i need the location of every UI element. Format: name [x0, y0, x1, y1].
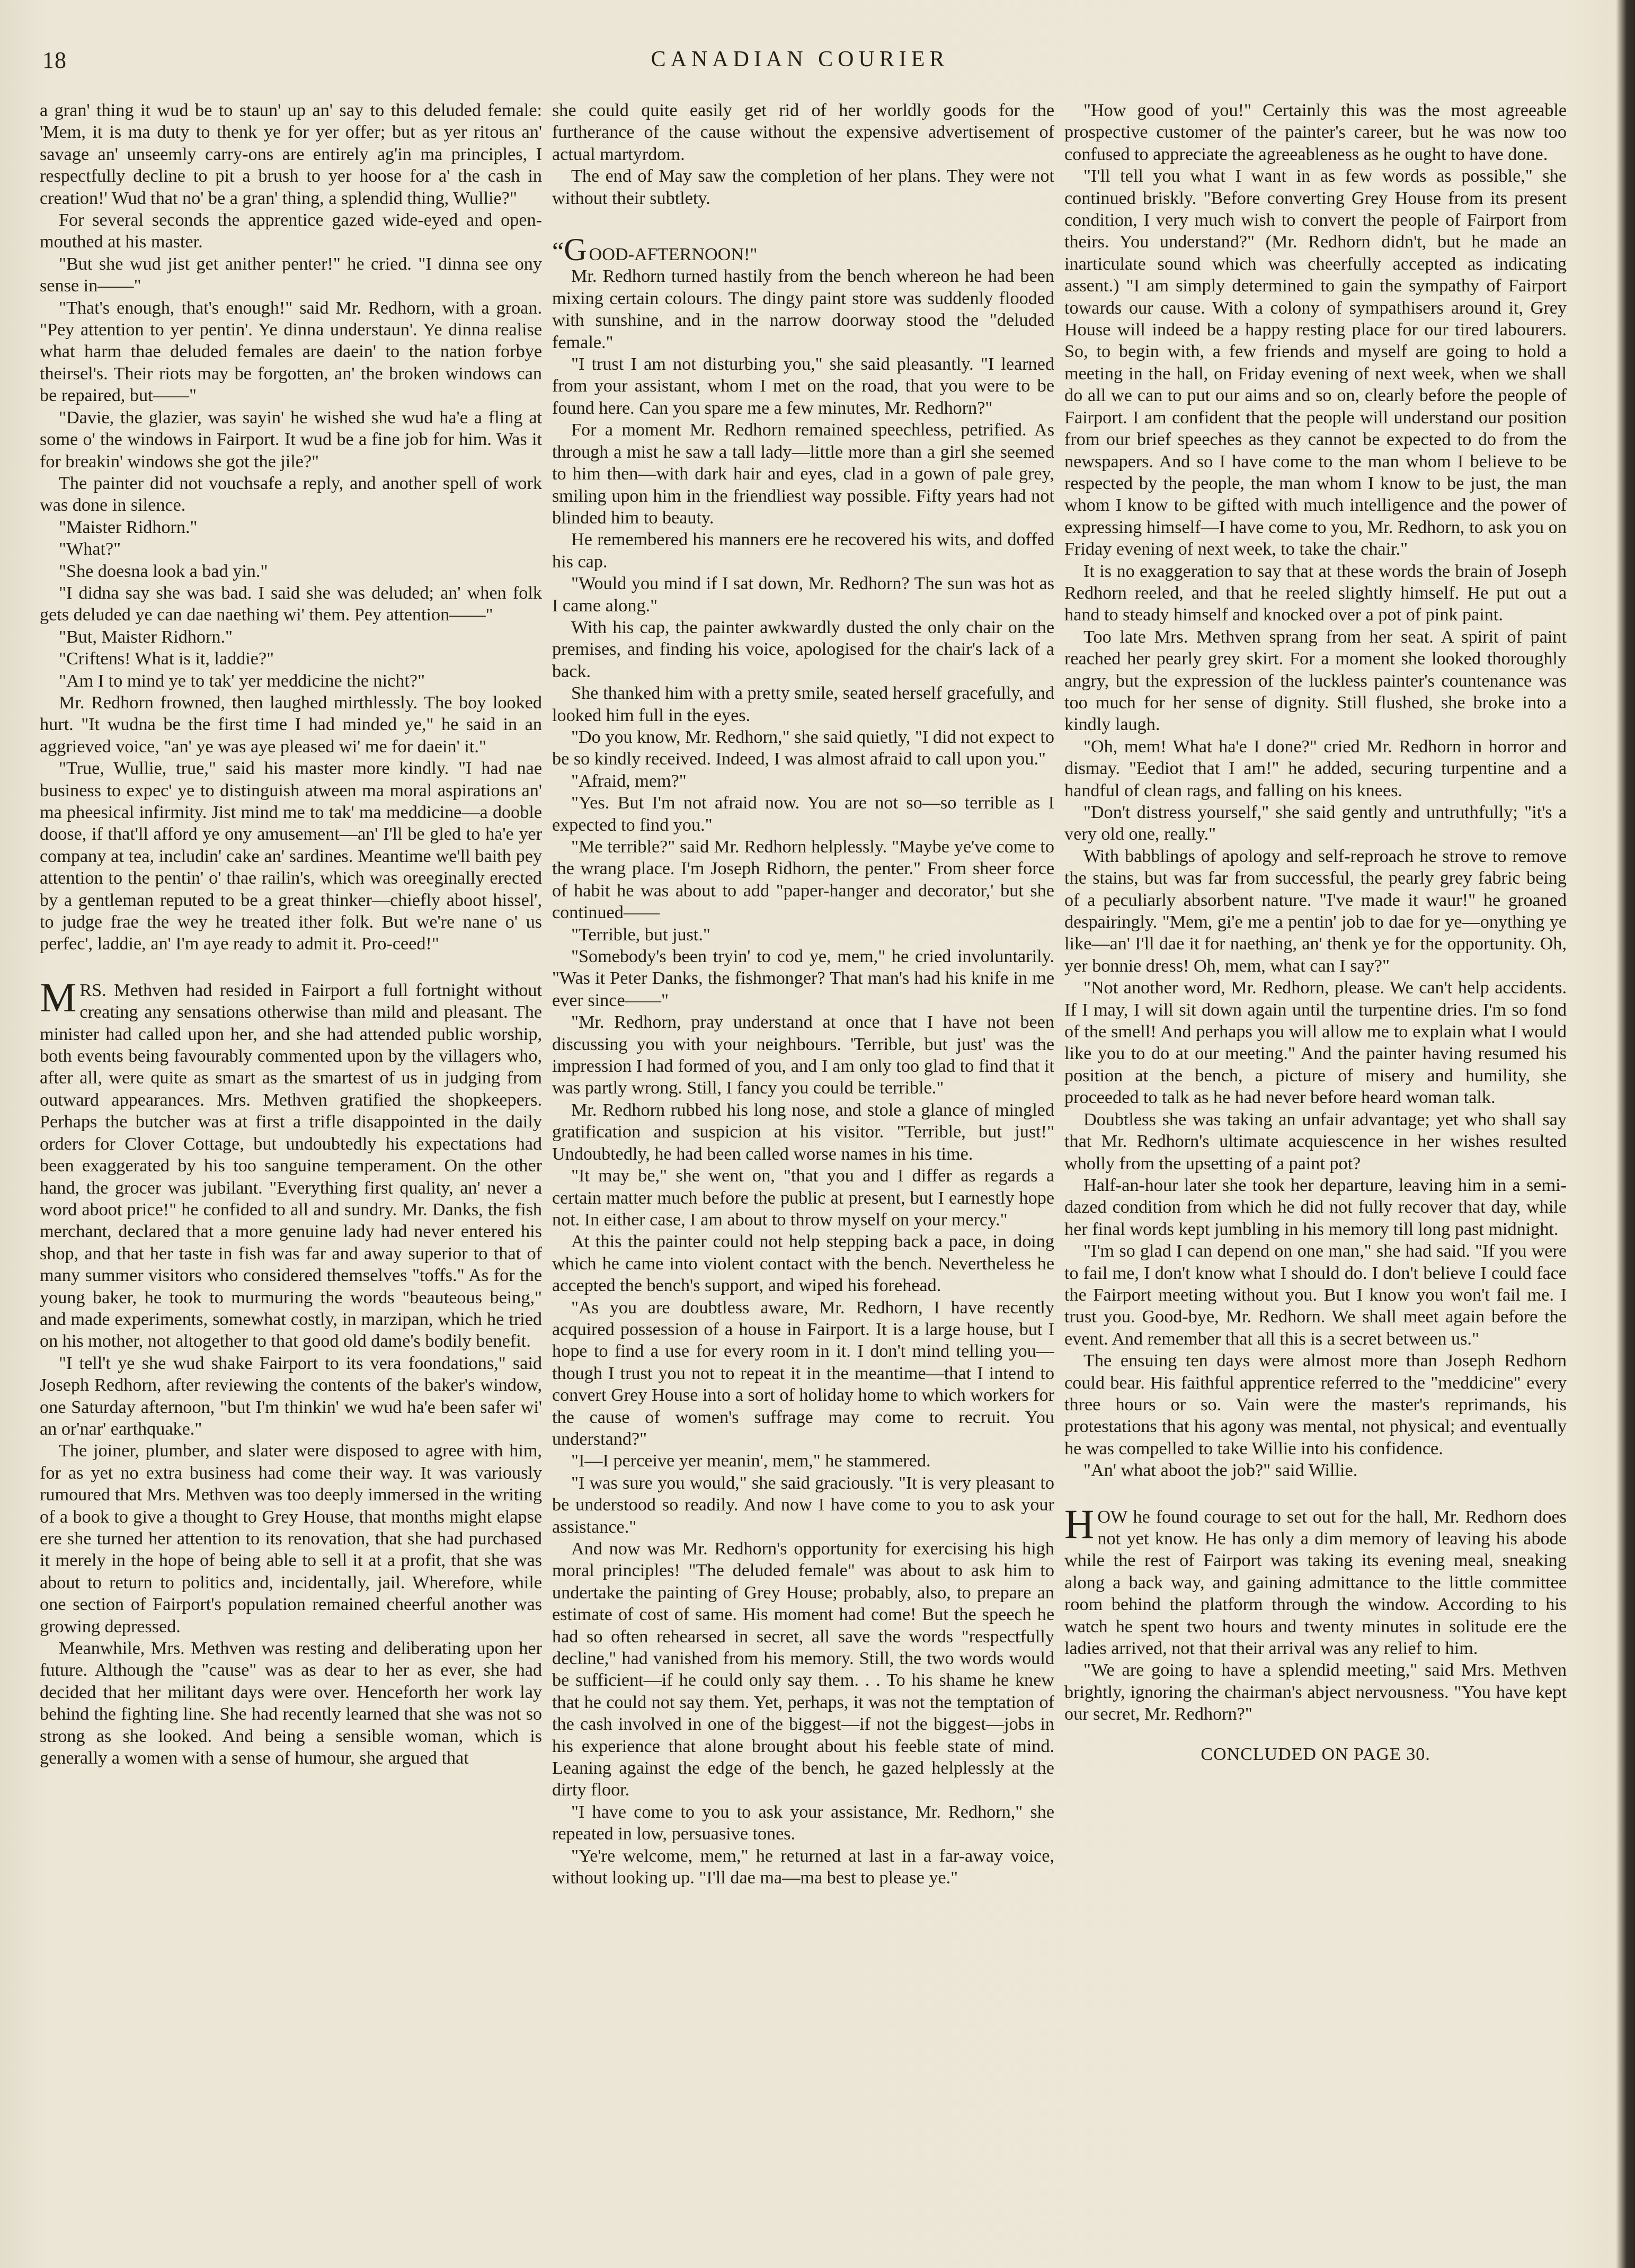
column-1 [40, 100, 542, 2208]
page-number: 18 [42, 47, 67, 73]
paragraph: The joiner, plumber, and slater were disposed to agree with him, for as yet no extra business had come their way. It was variously rumoured that Mrs. Methven was too deeply immersed in the writing of a book to give a thought to Grey House, that months might elapse ere she turned her attention to its renovation, that she had purchased it merely in the hope of being able to sell it at a profit, that she was about to return to politics and, incidentally, jail. Wherefore, while one section of Fairport's population remained cheerful another was growing depressed. [40, 1441, 542, 1636]
section-opening-paragraph [552, 232, 1054, 268]
section-opening-paragraph [1064, 1500, 1567, 1660]
paragraph: "An' what aboot the job?" said Willie. [1083, 1461, 1358, 1481]
paragraph: Mr. Redhorn rubbed his long nose, and stole a glance of mingled gratification and suspicion at his visitor. "Terrible, but just!" Undoubtedly, he had been called worse names in his time. [552, 1100, 1054, 1164]
paragraph: "I'll tell you what I want in as few words as possible," she continued briskly. "Before converting Grey House from its present condition, I very much wish to convert the people of Fairport from theirs. You understand?" (Mr. Redhorn didn't, but he made an inarticulate sound which was cheerfully accepted as indicating assent.) "I am simply determined to gain the sympathy of Fairport towards our cause. With a colony of sympathisers around it, Grey House will indeed be a happy resting place for our tired labourers. So, to begin with, a few friends and myself are going to hold a meeting in the hall, on Friday evening of next week, when we shall do all we can to put our aims and so on, clearly before the people of Fairport. I am confident that the people will understand our position from our brief speeches as they cannot be expected to do from the newspapers. And so I have come to the man whom I believe to be respected by the people, the man whom I know to be just, the man whom I know to be gifted with much intelligence and the power of expressing himself—I have come to you, Mr. Redhorn, to ask you on Friday evening of next week, to take the chair." [1064, 166, 1567, 559]
paragraph: "Would you mind if I sat down, Mr. Redhorn? The sun was hot as I came along." [552, 574, 1054, 616]
paragraph: Too late Mrs. Methven sprang from her seat. A spirit of paint reached her pearly grey skirt. For a moment she looked thoroughly angry, but the expression of the luckless painter's countenance was too much for her sense of dignity. Still flushed, she broke into a kindly laugh. [1064, 627, 1567, 735]
paragraph: "I didna say she was bad. I said she was deluded; an' when folk gets deluded ye can dae naething wi' them. Pey attention——" [40, 583, 542, 625]
paragraph: Mr. Redhorn frowned, then laughed mirthlessly. The boy looked hurt. "It wudna be the first time I had minded ye," he said in an aggrieved voice, "an' ye was aye pleased wi' me for daein' it." [40, 692, 542, 757]
paragraph: For a moment Mr. Redhorn remained speechless, petrified. As through a mist he saw a tall lady—little more than a girl she seemed to him then—with dark hair and eyes, clad in a gown of pale grey, smiling upon him in the friendliest way possible. Fifty years had not blinded him to beauty. [552, 420, 1054, 528]
paragraph: It is no exaggeration to say that at these words the brain of Joseph Redhorn reeled, and that he reeled slightly himself. He put out a hand to steady himself and knocked over a pot of pink paint. [1064, 561, 1567, 625]
opening-quote: “ [552, 236, 564, 266]
paragraph: The ensuing ten days were almost more than Joseph Redhorn could bear. His faithful apprentice referred to the "meddicine" every three hours or so. Vain were the master's reprimands, his protestations that his agony was mental, not physical; and eventually he was compelled to take Willie into his confidence. [1064, 1351, 1567, 1458]
paragraph: For several seconds the apprentice gazed wide-eyed and open-mouthed at his master. [40, 210, 542, 252]
paragraph: "Oh, mem! What ha'e I done?" cried Mr. Redhorn in horror and dismay. "Eediot that I am!" he added, securing turpentine and a handful of clean rags, and falling on his knees. [1064, 736, 1567, 801]
paragraph: Mr. Redhorn turned hastily from the bench whereon he had been mixing certain colours. The dingy paint store was suddenly flooded with sunshine, and in the narrow doorway stood the "deluded female." [552, 266, 1054, 352]
col3-section4-paragraphs [1064, 1659, 1567, 1725]
paragraph-text: OOD-AFTERNOON!" [589, 245, 758, 265]
continuation-note: CONCLUDED ON PAGE 30. [1201, 1744, 1430, 1764]
col3-paragraphs [1064, 100, 1567, 1482]
paragraph: The end of May saw the completion of her plans. They were not without their subtlety. [552, 166, 1054, 208]
paragraph: Meanwhile, Mrs. Methven was resting and deliberating upon her future. Although the "cause" was as dear to her as ever, she had decided that her militant days were over. Henceforth her work lay behind the fighting line. She had recently learned that she was not so strong as she looked. And being a sensible woman, which is generally a women with a sense of humour, she argued that [40, 1639, 542, 1768]
paragraph: "Me terrible?" said Mr. Redhorn helplessly. "Maybe ye've come to the wrang place. I'm Joseph Ridhorn, the penter." From sheer force of habit he was about to add "paper-hanger and decorator,' but she continued—— [552, 837, 1054, 923]
paragraph: "I have come to you to ask your assistance, Mr. Redhorn," she repeated in low, persuasive tones. [552, 1802, 1054, 1844]
page-header [37, 47, 1563, 78]
column-2 [552, 100, 1054, 2208]
paragraph: And now was Mr. Redhorn's opportunity for exercising his high moral principles! "The deluded female" was about to ask him to undertake the painting of Grey House; probably, also, to prepare an estimate of cost of same. His moment had come! But the speech he had so often rehearsed in secret, all save the words "respectfully decline," had vanished from his memory. Still, the two words would be sufficient—if he could only say them. . . To his shame he knew that he could not say them. Yet, perhaps, it was not the temptation of the cash involved in one of the biggest—if not the biggest—jobs in his experience that alone brought about his feeble state of mind. Leaning against the edge of the bench, he gazed helplessly at the dirty floor. [552, 1539, 1054, 1800]
paragraph: With his cap, the painter awkwardly dusted the only chair on the premises, and finding his voice, apologised for the chair's lack of a back. [552, 617, 1054, 681]
paragraph: "Somebody's been tryin' to cod ye, mem," he cried involuntarily. "Was it Peter Danks, the fishmonger? That man's had his knife in me ever since——" [552, 947, 1054, 1010]
drop-cap: G [564, 232, 587, 268]
paragraph: "Do you know, Mr. Redhorn," she said quietly, "I did not expect to be so kindly received. Indeed, I was almost afraid to call upon you." [552, 727, 1054, 769]
paragraph: "But she wud jist get anither penter!" he cried. "I dinna see ony sense in——" [40, 254, 542, 296]
drop-cap: M [40, 974, 77, 1020]
paragraph: At this the painter could not help stepping back a pace, in doing which he came into violent contact with the bench. Nevertheless he accepted the bench's support, and wiped his forehead. [552, 1232, 1054, 1296]
text-columns [40, 100, 1567, 2224]
paragraph-text: RS. Methven had resided in Fairport a full fortnight without creating any sensations otherwise than mild and pleasant. The minister had called upon her, and she had attended public worship, both events being favourably commented upon by the villagers who, after all, were quite as smart as the smartest of us in judging from outward appearances. Mrs. Methven gratified the shopkeepers. Perhaps the butcher was at first a trifle disappointed in the daily orders for Clover Cottage, but undoubtedly his expectations had been exaggerated by his too sanguine temperament. On the other hand, the grocer was jubilant. "Everything first quality, an' never a word aboot price!" he confided to all and sundry. Mr. Danks, the fish merchant, declared that a more genuine lady had never entered his shop, and that her taste in fish was far and away superior to that of many summer visitors who considered themselves "toffs." As for the young baker, he took to murmuring the words "beauteous being," and made experiments, somewhat costly, in marzipan, which he tried on his mother, not altogether to that good old dame's bodily benefit. [40, 980, 542, 1351]
paragraph: "As you are doubtless aware, Mr. Redhorn, I have recently acquired possession of a house in Fairport. It is a large house, but I hope to find a use for every room in it. I don't mind telling you—though I trust you not to repeat it in the meantime—that I intend to convert Grey House into a sort of holiday home to which workers for the cause of women's suffrage may come to recruit. You understand?" [552, 1297, 1054, 1449]
column-3 [1064, 100, 1567, 2208]
paragraph: Half-an-hour later she took her departure, leaving him in a semi-dazed condition from which he did not fully recover that day, while her final words kept jumbling in his memory till long past midnight. [1064, 1175, 1567, 1239]
section-break [1064, 1482, 1567, 1506]
paragraph: "Maister Ridhorn." [59, 517, 198, 537]
paragraph: "Afraid, mem?" [571, 771, 687, 791]
paragraph: "Not another word, Mr. Redhorn, please. We can't help accidents. If I may, I will sit down again until the turpentine dries. I'm so fond of the smell! And perhaps you will allow me to explain what I would like you to do at our meeting." And the painter having resumed his position at the bench, a picture of misery and humility, she proceeded to talk as he had never before heard woman talk. [1064, 978, 1567, 1108]
paragraph: "But, Maister Ridhorn." [59, 627, 233, 647]
section-break [40, 955, 542, 980]
paragraph: "Mr. Redhorn, pray understand at once that I have not been discussing you with your neighbours. 'Terrible, but just' was the impression I had formed of you, and I am only too glad to find that it was partly wrong. Still, I fancy you could be terrible." [552, 1012, 1054, 1098]
paragraph: "Davie, the glazier, was sayin' he wished she wud ha'e a fling at some o' the windows in Fairport. It wud be a fine job for him. Was it for breakin' windows she got the jile?" [40, 407, 542, 472]
paragraph-text: OW he found courage to set out for the hall, Mr. Redhorn does not yet know. He has only a dim memory of leaving his abode while the rest of Fairport was taking its evening meal, sneaking along a back way, and gaining admittance to the little committee room behind the platform through the window. According to his watch he spent two hours and twenty minutes in solitude ere the ladies arrived, not that their arrival was any relief to him. [1064, 1507, 1567, 1659]
section-opening-paragraph [40, 974, 542, 1353]
paragraph: He remembered his manners ere he recovered his wits, and doffed his cap. [552, 530, 1054, 572]
paragraph: "I tell't ye she wud shake Fairport to its vera foondations," said Joseph Redhorn, after reviewing the contents of the baker's window, one Saturday afternoon, "but I'm thinkin' we wud ha'e been safer wi' an or'nar' earthquake." [40, 1353, 542, 1439]
paragraph: Doubtless she was taking an unfair advantage; yet who shall say that Mr. Redhorn's ultimate acquiescence in her wishes resulted wholly from the upsetting of a paint pot? [1064, 1109, 1567, 1173]
col2-section3-paragraphs [552, 265, 1054, 1889]
paragraph: a gran' thing it wud be to staun' up an' say to this deluded female: 'Mem, it is ma duty to thenk ye for yer offer; but as yer ritous an' savage an' unseemly carry-ons are entirely ag'in ma principles, I respectfully decline to pit a brush to yer hoose for a' the cash in creation!' Wud that no' be a gran' thing, a splendid thing, Wullie?" [40, 101, 542, 208]
paragraph: "Am I to mind ye to tak' yer meddicine the nicht?" [59, 671, 425, 691]
paragraph: "We are going to have a splendid meeting," said Mrs. Methven brightly, ignoring the chairman's abject nervousness. "You have kept our secret, Mr. Redhorn?" [1064, 1660, 1567, 1724]
paragraph: She thanked him with a pretty smile, seated herself gracefully, and looked him full in the eyes. [552, 683, 1054, 725]
col2-paragraphs [552, 100, 1054, 209]
paragraph: "Don't distress yourself," she said gently and untruthfully; "it's a very old one, really." [1064, 803, 1567, 844]
paragraph: "True, Wullie, true," said his master more kindly. "I had nae business to expec' ye to distinguish atween ma moral aspirations an' ma pheesical infirmity. Jist mind me to tak' ma meddicine—a dooble doose, if that'll afford ye ony amusement—an' I'll be gled to ha'e yer company at tea, includin' cake an' sardines. Meantime we'll baith pey attention to the pentin' o' thae railin's, which was oreeginally erected by a gentleman reputed to be a great thinker—chiefly aboot hissel', to judge frae the wey he treated ither folk. But we're nane o' us perfec', laddie, an' I'm aye ready to admit it. Pro-ceed!" [40, 759, 542, 954]
paragraph: "That's enough, that's enough!" said Mr. Redhorn, with a groan. "Pey attention to yer pentin'. Ye dinna understaun'. Ye dinna realise what harm thae deluded females are daein' to the nation forbye theirsel's. Their riots may be forgotten, an' the broken windows can be repaired, but——" [40, 298, 542, 406]
col1-section2-paragraphs [40, 1353, 542, 1769]
paragraph: "It may be," she went on, "that you and I differ as regards a certain matter much before the public at present, but I earnestly hope not. In either case, I am about to throw myself on your mercy." [552, 1166, 1054, 1230]
section-break [552, 209, 1054, 234]
paragraph: "She doesna look a bad yin." [59, 561, 268, 581]
paragraph: "I—I perceive yer meanin', mem," he stammered. [571, 1451, 931, 1471]
paragraph: "I'm so glad I can depend on one man," she had said. "If you were to fail me, I don't know what I should do. I don't believe I could face the Fairport meeting without you. But I know you won't fail me. I trust you. Good-bye, Mr. Redhorn. We shall meet again before the event. And remember that all this is a secret between us." [1064, 1241, 1567, 1349]
paragraph: "Terrible, but just." [571, 924, 710, 945]
paragraph: "Ye're welcome, mem," he returned at last in a far-away voice, without looking up. "I'll dae ma—ma best to please ye." [552, 1846, 1054, 1888]
paragraph: "Criftens! What is it, laddie?" [59, 649, 274, 669]
running-head: CANADIAN COURIER [651, 47, 949, 72]
paragraph: "I was sure you would," she said graciously. "It is very pleasant to be understood so readily. And now I have come to you to ask your assistance." [552, 1473, 1054, 1537]
drop-cap: H [1064, 1500, 1095, 1547]
paragraph: The painter did not vouchsafe a reply, and another spell of work was done in silence. [40, 473, 542, 515]
paragraph: "What?" [59, 539, 121, 559]
paragraph: she could quite easily get rid of her worldly goods for the furtherance of the cause without the expensive advertisement of actual martyrdom. [552, 101, 1054, 164]
paragraph: "I trust I am not disturbing you," she said pleasantly. "I learned from your assistant, whom I met on the road, that you were to be found here. Can you spare me a few minutes, Mr. Redhorn?" [552, 354, 1054, 418]
col1-paragraphs [40, 100, 542, 955]
paragraph: With babblings of apology and self-reproach he strove to remove the stains, but was far from successful, the pearly grey fabric being of a peculiarly absorbent nature. "I've made it waur!" he groaned despairingly. "Mem, gi'e me a pentin' job to dae for ye—onything ye like—an' I'll dae it for naething, an' thenk ye for the opportunity. Oh, yer bonnie dress! Oh, mem, what can I say?" [1064, 846, 1567, 976]
paragraph: "How good of you!" Certainly this was the most agreeable prospective customer of the painter's career, but he was now too confused to appreciate the agreeableness as he ought to have done. [1064, 101, 1567, 164]
paragraph: "Yes. But I'm not afraid now. You are not so—so terrible as I expected to find you." [552, 793, 1054, 835]
